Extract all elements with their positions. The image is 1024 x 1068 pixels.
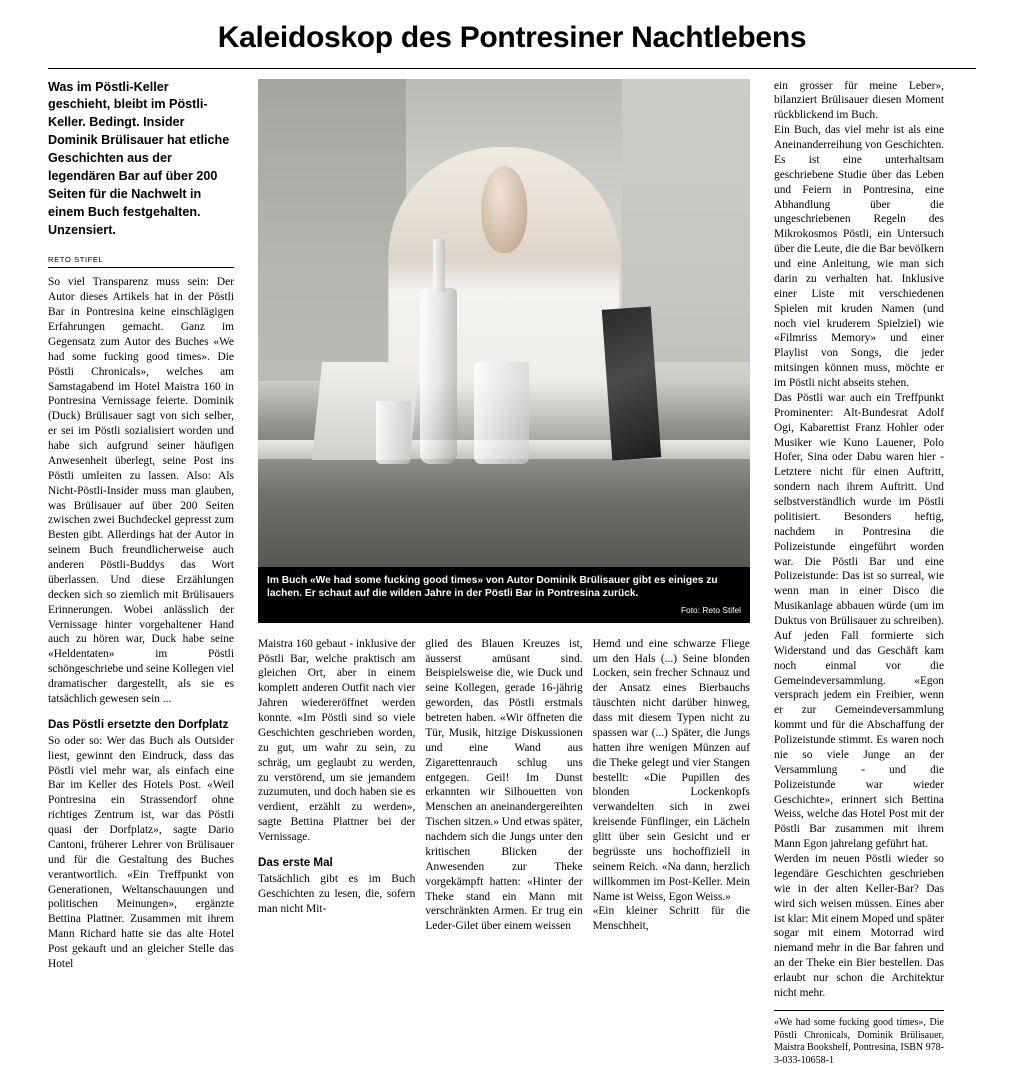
paragraph: Maistra 160 gebaut - inklusive der Pöstli Bar, welche praktisch am gleichen Ort, aber in einem komplett anderen Outfit nach vier Jahren wiedereröffnet werden konnte. «Im Pöstli sind so viele Geschichten geschrieben worden, zu gut, um wahr zu sein, zu schräg, um geglaubt zu werden, zu verstörend, um sie jemandem zuzumuten, und doch haben sie es verdient, erzählt zu werden», sagte Bettina Plattner bei der Vernissage. <box>258 637 416 843</box>
photo-credit: Foto: Reto Stifel <box>680 604 741 615</box>
photo-caption: Im Buch «We had some fucking good times» von Autor Dominik Brülisauer gibt es einiges zu lachen. Er schaut auf die wilden Jahre in der Pöstli Bar in Pontresina zurück. <box>267 574 718 600</box>
article-photo <box>258 79 750 567</box>
photo-figure <box>258 79 750 623</box>
paragraph: Das Pöstli war auch ein Treffpunkt Prominenter: Alt-Bundesrat Adolf Ogi, Kabarettist Franz Hohler oder Musiker wie Kuno Lauener, Polo Hofer, Sina oder Dabu waren hier - Letztere nicht für einen Auftritt, sondern nach ihrem Auftritt. Und selbstverständlich wurde im Pöstli politisiert. Besonders heftig, nachdem in Pontresina die Polizeistunde eingeführt worden war. Die Pöstli Bar und eine Polizeistunde: Das ist so surreal, wie wenn man in einer Disco die Musikanlage abbauen würde (um im Duktus von Brülisauer zu schreiben). Auf jeden Fall formierte sich Widerstand und das Geschäft kam noch einmal vor die Gemeindeversammlung. «Egon versprach jedem ein Freibier, wenn er zur Gemeindeversammlung kommt und für die Abschaffung der Polizeistunde stimmt. Es waren noch nie so viele Junge an der Versammlung - und die Polizeistunde war wieder Geschichte», erinnert sich Bettina Weiss, welche das Hotel Post mit der Pöstli Bar zusammen mit ihrem Mann Egon jahrelang geführt hat. <box>774 391 944 851</box>
paragraph: «Ein kleiner Schritt für die Menschheit, <box>592 905 750 933</box>
photo-person-head <box>481 166 527 253</box>
subheading: Das erste Mal <box>258 855 333 869</box>
column-right <box>762 79 944 1068</box>
column-center <box>246 79 762 1068</box>
paragraph: Ein Buch, das viel mehr ist als eine Aneinanderreihung von Geschichten. Es ist eine unterhaltsam geschriebene Studie über das Leben und Feiern in Pontresina, eine Abhandlung über die ungeschriebenen Regeln des Mikrokosmos Pöstli, ein Untersuch über die Leute, die die Bar bevölkern und eine Anleitung, wie man sich darin zu verhalten hat. Inklusive einer Liste mit verschiedenen Spielen mit kruden Namen (und noch viel kruderem Spielziel) wie «Filmriss Memory» und einer Playlist von Songs, die jeder mitsingen können muss, möchte er im Pöstli nicht abseits stehen. <box>774 124 944 389</box>
paragraph: ein grosser für meine Leber», bilanziert Brülisauer diesen Moment rückblickend im Buch. <box>774 79 944 122</box>
article-lead: Was im Pöstli-Keller geschieht, bleibt im Pöstli-Keller. Bedingt. Insider Dominik Brülisauer hat etliche Geschichten aus der legendären Bar auf über 200 Seiten für die Nachwelt in einem Buch festgehalten. Unzensiert. <box>48 79 230 237</box>
paragraph: Tatsächlich gibt es im Buch Geschichten zu lesen, die, sofern man nicht Mit- <box>258 872 416 915</box>
photo-counter <box>258 459 750 566</box>
column-lower-3 <box>583 637 750 935</box>
photo-bottle <box>420 288 457 464</box>
column-lower-1 <box>258 637 425 935</box>
photo-wall-left <box>258 79 406 382</box>
newspaper-page <box>0 21 1024 1067</box>
photo-jug <box>474 362 528 464</box>
paragraph: So oder so: Wer das Buch als Outsider liest, gewinnt den Eindruck, dass das Pöstli viel mehr war, als einfach eine Bar im Keller des Hotels Post. «Weil Pontresina ein Strassendorf ohne richtiges Zentrum ist, war das Pöstli quasi der Dorfplatz», sagte Dario Cantoni, früherer Lehrer von Brülisauer und für die Gestaltung des Buches verantwortlich. «Ein Treffpunkt von Generationen, Weltanschauungen und politischen Meinungen», ergänzte Bettina Plattner. Zusammen mit ihrem Mann Richard hatte sie das alte Hotel Post gekauft und an gleicher Stelle das Hotel <box>48 734 234 970</box>
subheading: Das Pöstli ersetzte den Dorfplatz <box>48 717 229 731</box>
page-title: Kaleidoskop des Pontresiner Nachtlebens <box>217 21 807 54</box>
column-left <box>48 79 246 1068</box>
column-lower-2 <box>425 637 582 935</box>
byline: RETO STIFEL <box>48 255 234 268</box>
photo-caption-box <box>258 567 750 623</box>
paragraph: glied des Blauen Kreuzes ist, äusserst amüsant sind. Beispielsweise die, wie Duck und seine Kollegen, gerade 16-jährig geworden, das Pöstli erstmals betreten haben. «Wir öffneten die Tür, Musik, hitzige Diskussionen und eine Wand aus Zigarettenrauch schlug uns entgegen. Geil! Im Dunst erkannten wir Silhouetten von Menschen an aneinandergereihten Tischen sitzen.» Und etwas später, nachdem sich die Jungs unter den kritischen Blicken der Anwesenden zur Theke vorgekämpft hatten: «Hinter der Theke stand ein Mann mit verschränkten Armen. Er trug ein Leder-Gilet über einem weissen <box>425 637 583 933</box>
paragraph: Werden im neuen Pöstli wieder so legendäre Geschichten geschrieben wie in der alten Keller-Bar? Das wird sich weisen müssen. Eines aber ist klar: Mit einem Moped und später sogar mit einem Motorrad wird niemand mehr in die Bar fahren und an der Theke ein Bier bestellen. Das erlaubt nur schon die Architektur nicht mehr. <box>774 853 944 999</box>
article-body <box>48 79 976 1068</box>
paragraph: Hemd und eine schwarze Fliege um den Hals (...) Seine blonden Locken, sein frecher Schnauz und der Ansatz eines Bierbauchs täuschten nicht darüber hinweg, dass mit diesem Typen nicht zu spassen war (...) Später, die Jungs hatten ihre wenigen Münzen auf die Theke gelegt und vier Stangen bestellt: «Die Pupillen des blonden Lockenkopfs verwandelten sich in zwei kreisende Fünflinger, ein Lächeln glitt über sein Gesicht und er begrüsste uns hochoffiziell in seinem Reich. «Na dann, herzlich willkommen im Post-Keller. Mein Name ist Weiss, Egon Weiss.» <box>592 637 750 903</box>
photo-glass <box>376 401 410 464</box>
lower-columns <box>258 637 750 935</box>
book-reference: «We had some fucking good times», Die Pöstli Chronicals, Dominik Brülisauer, Maistra Bookshelf, Pontresina, ISBN 978-3-033-10658-1 <box>774 1010 944 1068</box>
headline-divider <box>48 68 976 69</box>
paragraph: So viel Transparenz muss sein: Der Autor dieses Artikels hat in der Pöstli Bar in Pontresina keine einschlägigen Erfahrungen gemacht. Ganz im Gegensatz zum Autor des Buches «We had some fucking good times». Die Pöstli Chronicals», welches am Samstagabend im Hotel Maistra 160 in Pontresina Vernissage feierte. Dominik (Duck) Brülisauer sagt von sich selber, er sei im Pöstli sozialisiert worden und habe sich aufgrund seiner häufigen Anwesenheit überlegt, seine Post ins Pöstli umleiten zu lassen. Also: Als Nicht-Pöstli-Insider muss man glauben, was Brülisauer auf über 200 Seiten zwischen zwei Buchdeckel gepresst zum Besten gibt. Allerdings hat der Autor in seinem Buch freundlicherweise auch anderen Pöstli-Buddys das Wort überlassen. Und diese Erzählungen decken sich so ziemlich mit Brülisauers Erinnerungen. Wobei anlässlich der Vernissage hinter vorgehaltener Hand auch zu hören war, Duck habe seine «Heldentaten» im Pöstli schöngeschriebe und seine Kollegen viel dramatischer dargestellt, als sie es tatsächlich gewesen sein ... <box>48 276 234 705</box>
